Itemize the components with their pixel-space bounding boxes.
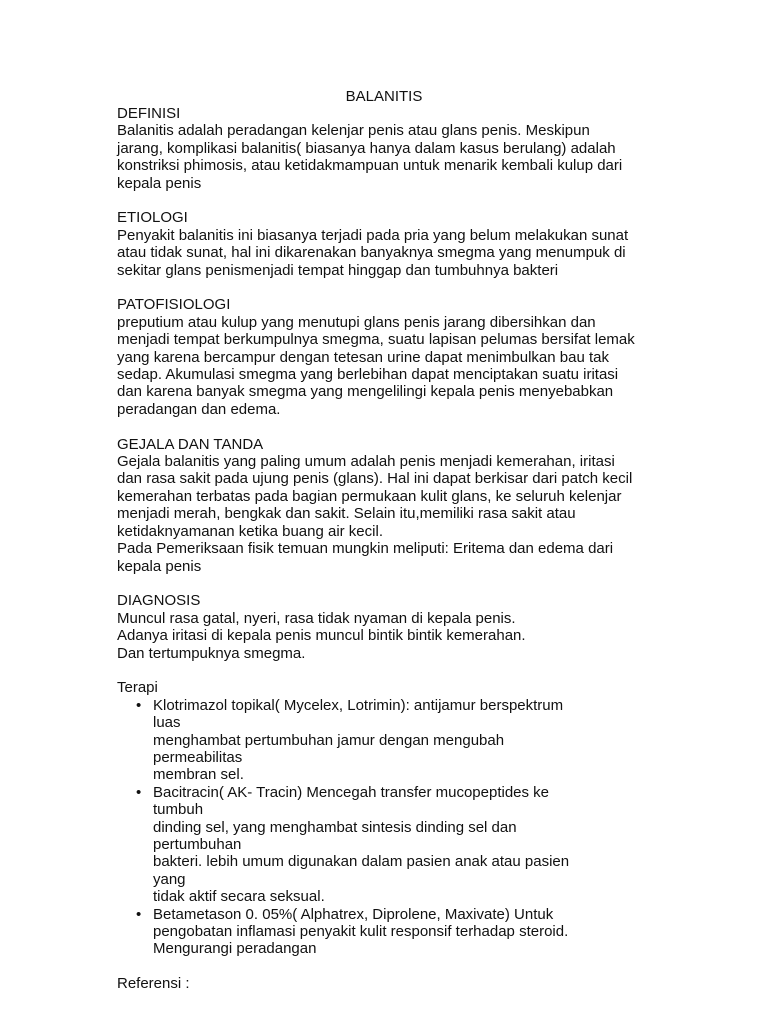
bullet-icon: •	[136, 905, 142, 923]
body-line: Balanitis adalah peradangan kelenjar penis atau glans penis. Meskipun	[117, 122, 590, 140]
body-line: dinding sel, yang menghambat sintesis dinding sel dan pertumbuhan	[153, 818, 517, 853]
body-line: Pada Pemeriksaan fisik temuan mungkin meliputi: Eritema dan edema dari	[117, 540, 614, 558]
body-line: Bacitracin( AK- Tracin) Mencegah transfer mucopeptides ke tumbuh	[153, 783, 550, 819]
section-heading: DIAGNOSIS	[117, 592, 201, 610]
body-line: kepala penis	[117, 557, 202, 575]
body-line: Betametason 0. 05%( Alphatrex, Diprolene, Maxivate) Untuk	[153, 905, 554, 923]
list-item	[117, 697, 647, 784]
list-item-text	[153, 784, 593, 906]
body-line: Dan tertumpuknya smegma.	[117, 644, 306, 662]
document-title: BALANITIS	[345, 88, 423, 105]
section-diagnosis	[117, 592, 647, 662]
body-line: sedap. Akumulasi smegma yang berlebihan dapat menciptakan suatu iritasi	[117, 366, 619, 384]
section-heading: DEFINISI	[117, 105, 181, 122]
bullet-list	[117, 697, 647, 958]
body-line: Gejala balanitis yang paling umum adalah penis menjadi kemerahan, iritasi	[117, 453, 615, 471]
list-item	[117, 784, 647, 906]
body-line: dan karena banyak smegma yang mengelilingi kepala penis menyebabkan	[117, 383, 614, 401]
section-patofisiologi	[117, 296, 647, 418]
body-line: Klotrimazol topikal( Mycelex, Lotrimin): antijamur berspektrum luas	[153, 696, 564, 732]
body-line: ketidaknyamanan ketika buang air kecil.	[117, 522, 383, 540]
section-heading: GEJALA DAN TANDA	[117, 435, 264, 453]
body-line: kepala penis	[117, 174, 202, 192]
section-heading: Terapi	[117, 679, 158, 697]
body-line: preputium atau kulup yang menutupi glans penis jarang dibersihkan dan	[117, 313, 596, 331]
body-line: Muncul rasa gatal, nyeri, rasa tidak nyaman di kepala penis.	[117, 609, 516, 627]
section-heading: ETIOLOGI	[117, 209, 188, 227]
paragraph-gap	[117, 192, 647, 209]
body-line: membran sel.	[153, 766, 244, 784]
body-line: menghambat pertumbuhan jamur dengan mengubah permeabilitas	[153, 731, 505, 766]
paragraph-gap	[117, 575, 647, 592]
body-line: peradangan dan edema.	[117, 400, 281, 418]
section-definisi	[117, 105, 647, 192]
paragraph-gap	[117, 662, 647, 679]
body-line: kemerahan terbatas pada bagian permukaan kulit glans, ke seluruh kelenjar	[117, 487, 622, 505]
bullet-icon: •	[136, 783, 142, 801]
section-heading: PATOFISIOLOGI	[117, 296, 231, 314]
list-item-text	[153, 697, 593, 784]
body-line: yang karena bercampur dengan tetesan urine dapat menimbulkan bau tak	[117, 348, 609, 366]
body-line: tidak aktif secara seksual.	[153, 888, 325, 906]
body-line: menjadi tempat berkumpulnya smegma, suatu lapisan pelumas bersifat lemak	[117, 331, 635, 349]
section-gejala-dan-tanda	[117, 436, 647, 575]
body-line: konstriksi phimosis, atau ketidakmampuan untuk menarik kembali kulup dari	[117, 157, 623, 175]
bullet-icon: •	[136, 696, 142, 714]
body-line: Penyakit balanitis ini biasanya terjadi pada pria yang belum melakukan sunat	[117, 226, 629, 244]
body-line: pengobatan inflamasi penyakit kulit responsif terhadap steroid.	[153, 923, 569, 941]
section-terapi	[117, 679, 647, 958]
section-etiologi	[117, 209, 647, 279]
list-item	[117, 906, 647, 958]
body-line: menjadi merah, bengkak dan sakit. Selain itu,memiliki rasa sakit atau	[117, 505, 576, 523]
body-line: atau tidak sunat, hal ini dikarenakan banyaknya smegma yang menumpuk di	[117, 244, 626, 262]
referensi-label: Referensi :	[117, 975, 190, 993]
section-referensi	[117, 975, 647, 992]
body-line: Mengurangi peradangan	[153, 940, 317, 958]
paragraph-gap	[117, 958, 647, 975]
body-line: bakteri. lebih umum digunakan dalam pasien anak atau pasien yang	[153, 853, 570, 888]
list-item-text	[153, 906, 593, 958]
body-line: dan rasa sakit pada ujung penis (glans). Hal ini dapat berkisar dari patch kecil	[117, 470, 633, 488]
paragraph-gap	[117, 279, 647, 296]
body-line: sekitar glans penismenjadi tempat hinggap dan tumbuhnya bakteri	[117, 261, 559, 279]
body-line: Adanya iritasi di kepala penis muncul bintik bintik kemerahan.	[117, 627, 526, 645]
body-line: jarang, komplikasi balanitis( biasanya hanya dalam kasus berulang) adalah	[117, 139, 616, 157]
paragraph-gap	[117, 418, 647, 435]
document-body	[117, 105, 647, 993]
